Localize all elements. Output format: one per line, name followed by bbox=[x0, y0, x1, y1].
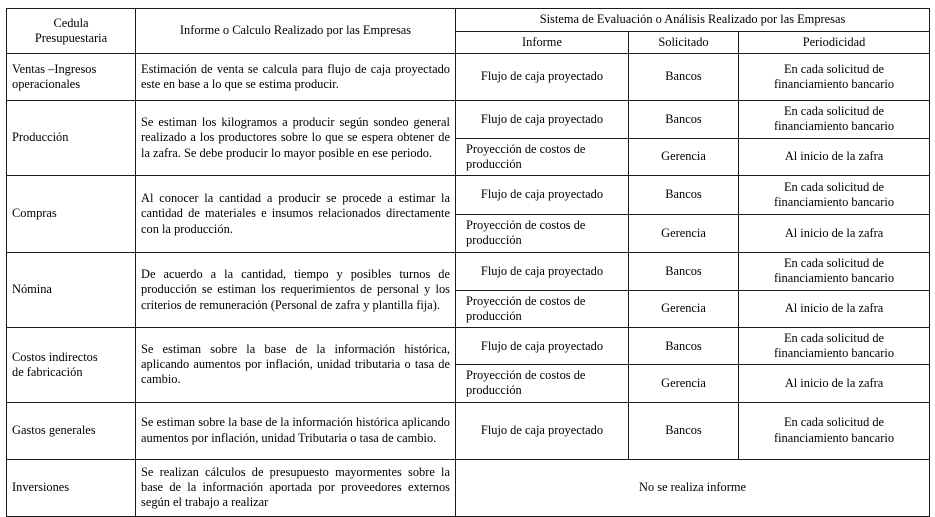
header-row-primary bbox=[7, 9, 930, 32]
periodicidad-line2: financiamiento bancario bbox=[773, 430, 895, 445]
cell-descripcion: Estimación de venta se calcula para flujo de caja proyectado este en base a lo que se estima producir. bbox=[136, 54, 456, 101]
table-body bbox=[7, 54, 930, 517]
cell-periodicidad bbox=[739, 402, 930, 459]
table-row bbox=[7, 402, 930, 459]
header-cedula-presupuestaria bbox=[7, 9, 136, 54]
cedula-line1: Costos indirectos bbox=[12, 349, 98, 364]
periodicidad-line2: financiamiento bancario bbox=[773, 77, 895, 91]
cell-periodicidad bbox=[739, 101, 930, 139]
cell-descripcion: Se estiman los kilogramos a producir según sondeo general realizado a los productores sobre lo que se espera obtener de la zafra. Se debe producir lo mayor posible en ese periodo. bbox=[136, 101, 456, 176]
cell-periodicidad: Al inicio de la zafra bbox=[739, 138, 930, 176]
cell-cedula: Inversiones bbox=[7, 459, 136, 516]
cell-solicitado: Bancos bbox=[629, 176, 739, 215]
cell-sistema-informe: Flujo de caja proyectado bbox=[456, 54, 629, 101]
informe-line2: producción bbox=[466, 308, 522, 323]
cell-periodicidad bbox=[739, 328, 930, 365]
cell-solicitado: Bancos bbox=[629, 328, 739, 365]
periodicidad-line2: financiamiento bancario bbox=[773, 194, 895, 209]
cell-solicitado: Bancos bbox=[629, 253, 739, 291]
cedula-line2: de fabricación bbox=[12, 364, 83, 379]
header-cedula-line2: Presupuestaria bbox=[34, 31, 108, 45]
header-sub-informe: Informe bbox=[456, 31, 629, 54]
cell-sistema-informe: Flujo de caja proyectado bbox=[456, 253, 629, 291]
periodicidad-line1: En cada solicitud de bbox=[783, 104, 885, 119]
table-row bbox=[7, 253, 930, 291]
cell-descripcion: Al conocer la cantidad a producir se procede a estimar la cantidad de materiales e insumos relacionados directamente con la producción. bbox=[136, 176, 456, 253]
cell-descripcion: De acuerdo a la cantidad, tiempo y posibles turnos de producción se estiman los requerimientos de personal y los criterios de remuneración (Personal de zafra y plantilla fija). bbox=[136, 253, 456, 328]
periodicidad-line1: En cada solicitud de bbox=[783, 179, 885, 194]
cell-sistema-informe bbox=[456, 138, 629, 176]
cell-periodicidad bbox=[739, 176, 930, 215]
periodicidad-line1: En cada solicitud de bbox=[783, 331, 885, 345]
table-row bbox=[7, 459, 930, 516]
informe-line1: Proyección de costos de bbox=[466, 141, 586, 156]
cell-periodicidad bbox=[739, 54, 930, 101]
cell-cedula: Producción bbox=[7, 101, 136, 176]
header-informe-calculo: Informe o Calculo Realizado por las Empresas bbox=[136, 9, 456, 54]
table-row bbox=[7, 101, 930, 139]
periodicidad-line2: financiamiento bancario bbox=[773, 346, 895, 361]
cell-solicitado: Bancos bbox=[629, 101, 739, 139]
header-sub-periodicidad: Periodicidad bbox=[739, 31, 930, 54]
cell-solicitado: Gerencia bbox=[629, 138, 739, 176]
cell-periodicidad: Al inicio de la zafra bbox=[739, 214, 930, 253]
periodicidad-line1: En cada solicitud de bbox=[783, 415, 885, 430]
informe-line1: Proyección de costos de bbox=[466, 368, 586, 383]
header-cedula-line1: Cedula bbox=[53, 15, 89, 30]
cell-descripcion: Se realizan cálculos de presupuesto mayormentes sobre la base de la información aportada por proveedores externos según el trabajo a realizar bbox=[136, 459, 456, 516]
table-row bbox=[7, 176, 930, 215]
cell-sistema-informe: Flujo de caja proyectado bbox=[456, 176, 629, 215]
cell-periodicidad: Al inicio de la zafra bbox=[739, 365, 930, 402]
informe-line2: producción bbox=[466, 233, 522, 248]
periodicidad-line2: financiamiento bancario bbox=[773, 271, 895, 286]
cell-descripcion: Se estiman sobre la base de la información histórica, aplicando aumentos por inflación, unidad tributaria o tasa de cambio. bbox=[136, 328, 456, 403]
cell-solicitado: Bancos bbox=[629, 402, 739, 459]
budget-table bbox=[6, 8, 930, 517]
periodicidad-line2: financiamiento bancario bbox=[773, 119, 895, 134]
informe-line1: Proyección de costos de bbox=[466, 293, 586, 308]
header-sub-solicitado: Solicitado bbox=[629, 31, 739, 54]
cell-periodicidad bbox=[739, 253, 930, 291]
header-sistema-evaluacion: Sistema de Evaluación o Análisis Realizado por las Empresas bbox=[456, 9, 930, 32]
informe-line2: producción bbox=[466, 156, 522, 171]
cell-sistema-informe bbox=[456, 214, 629, 253]
cedula-line1: Ventas –Ingresos bbox=[12, 61, 97, 76]
cedula-line2: operacionales bbox=[12, 77, 81, 91]
cell-solicitado: Gerencia bbox=[629, 290, 739, 328]
cell-cedula: Nómina bbox=[7, 253, 136, 328]
cell-sistema-informe: Flujo de caja proyectado bbox=[456, 101, 629, 139]
cell-solicitado: Gerencia bbox=[629, 365, 739, 402]
cell-sistema-informe: Flujo de caja proyectado bbox=[456, 402, 629, 459]
informe-line2: producción bbox=[466, 383, 522, 398]
cell-cedula bbox=[7, 328, 136, 403]
table-row bbox=[7, 54, 930, 101]
cell-cedula bbox=[7, 54, 136, 101]
cell-cedula: Compras bbox=[7, 176, 136, 253]
cell-periodicidad: Al inicio de la zafra bbox=[739, 290, 930, 328]
cell-sistema-informe: Flujo de caja proyectado bbox=[456, 328, 629, 365]
cell-solicitado: Bancos bbox=[629, 54, 739, 101]
cell-descripcion: Se estiman sobre la base de la información histórica aplicando aumentos por inflación, unidad Tributaria o tasa de cambio. bbox=[136, 402, 456, 459]
cell-no-informe: No se realiza informe bbox=[456, 459, 930, 516]
informe-line1: Proyección de costos de bbox=[466, 218, 586, 233]
table-row bbox=[7, 328, 930, 365]
cell-sistema-informe bbox=[456, 365, 629, 402]
table-header bbox=[7, 9, 930, 54]
cell-solicitado: Gerencia bbox=[629, 214, 739, 253]
periodicidad-line1: En cada solicitud de bbox=[783, 256, 885, 271]
periodicidad-line1: En cada solicitud de bbox=[783, 61, 885, 76]
cell-cedula: Gastos generales bbox=[7, 402, 136, 459]
cell-sistema-informe bbox=[456, 290, 629, 328]
